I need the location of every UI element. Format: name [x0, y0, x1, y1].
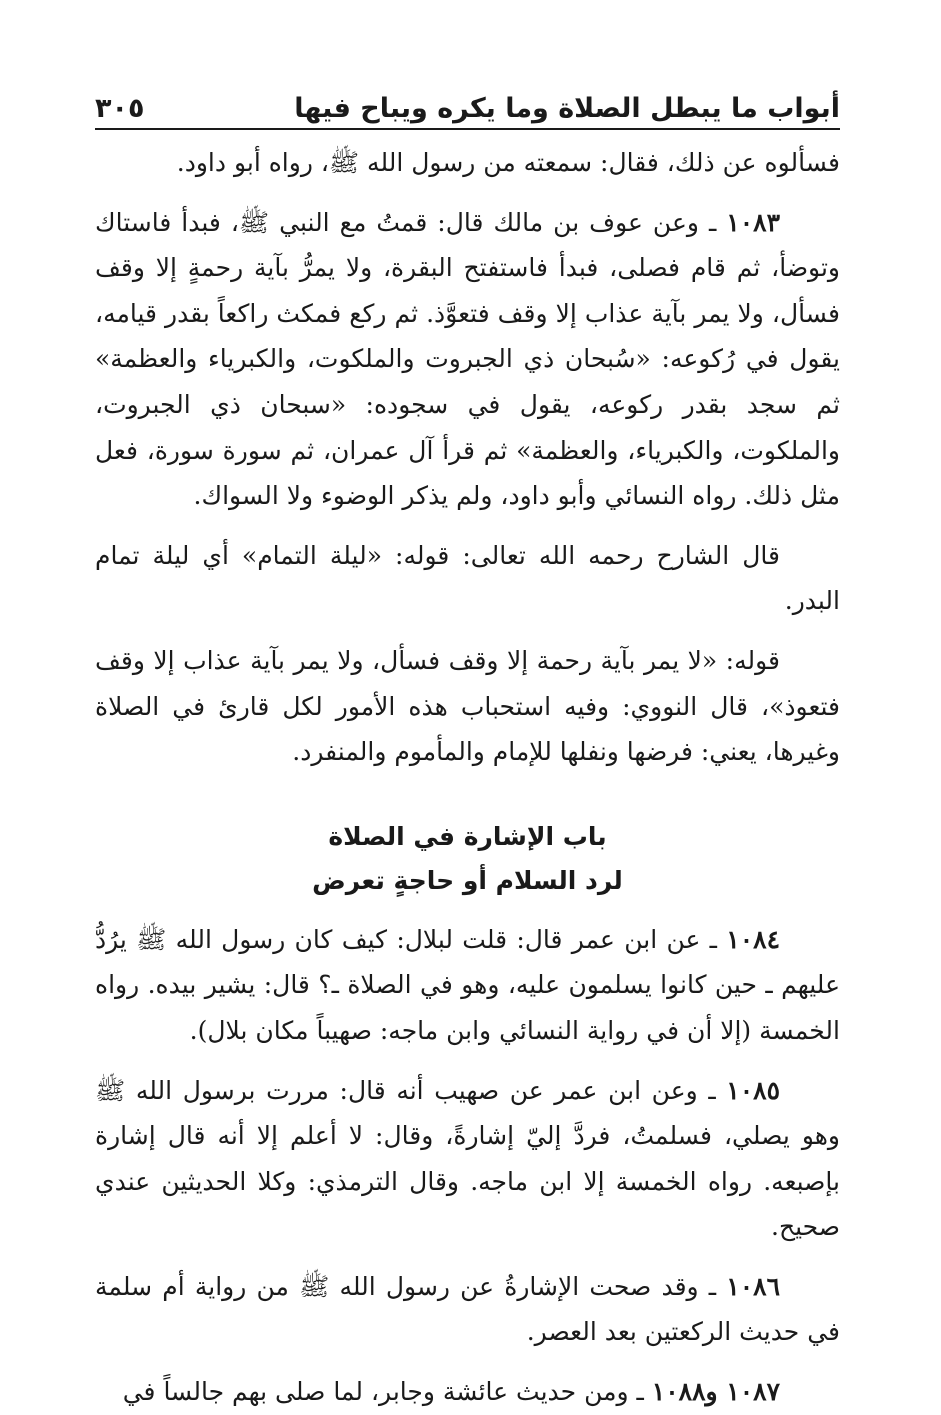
- running-header: [95, 78, 840, 130]
- paragraph-text: قوله: «لا يمر بآية رحمة إلا وقف فسأل، ولا يمر بآية عذاب إلا وقف فتعوذ»، قال النووي: وفيه استحباب هذه الأمور لكل قارئ في الصلاة وغيرها، يعني: فرضها ونفلها للإمام والمأموم والمنفرد.: [95, 645, 840, 767]
- chapter-heading: [95, 815, 840, 903]
- hadith-paragraph-1084: [95, 917, 840, 1054]
- continued-paragraph: [95, 140, 840, 186]
- hadith-number: ١٠٨٦: [726, 1271, 780, 1301]
- hadith-paragraph-1083: [95, 200, 840, 519]
- commentary-paragraph-2: [95, 638, 840, 775]
- chapter-heading-line-1: باب الإشارة في الصلاة: [328, 821, 607, 851]
- paragraph-text: ـ عن ابن عمر قال: قلت لبلال: كيف كان رسول الله ﷺ يرُدُّ عليهم ـ حين كانوا يسلمون عليه، وهو في الصلاة ـ؟ قال: يشير بيده. رواه الخمسة (إلا أن في رواية النسائي وابن ماجه: صهيباً مكان بلال).: [95, 924, 840, 1045]
- hadith-number: ١٠٨٤: [726, 924, 780, 954]
- hadith-number: ١٠٨٥: [726, 1075, 780, 1105]
- commentary-paragraph-1: [95, 533, 840, 624]
- hadith-number: ١٠٨٧ و١٠٨٨: [651, 1377, 780, 1407]
- book-page: [95, 78, 840, 1415]
- page-body: [95, 140, 840, 1415]
- hadith-paragraph-1087: [95, 1369, 840, 1415]
- paragraph-text: ـ ومن حديث عائشة وجابر، لما صلى بهم جالساً في: [122, 1377, 652, 1407]
- paragraph-text: قال الشارح رحمه الله تعالى: قوله: «ليلة التمام» أي ليلة تمام البدر.: [95, 540, 840, 616]
- paragraph-text: ـ وعن ابن عمر عن صهيب أنه قال: مررت برسول الله ﷺ وهو يصلي، فسلمتُ، فردَّ إليّ إشارةً، وقال: لا أعلم إلا أنه قال إشارة بإصبعه. رواه الخمسة إلا ابن ماجه. وقال الترمذي: وكلا الحديثين عندي صحيح.: [95, 1075, 840, 1242]
- paragraph-text: ـ وعن عوف بن مالك قال: قمتُ مع النبي ﷺ، فبدأ فاستاك وتوضأ، ثم قام فصلى، فبدأ فاستفتح البقرة، ولا يمرُّ بآية رحمةٍ إلا وقف فسأل، ولا يمر بآية عذاب إلا وقف فتعوَّذ. ثم ركع فمكث راكعاً بقدر قيامه، يقول في رُكوعه: «سُبحان ذي الجبروت والملكوت، والكبرياء والعظمة» ثم سجد بقدر ركوعه، يقول في سجوده: «سبحان ذي الجبروت، والملكوت، والكبرياء، والعظمة» ثم قرأ آل عمران، ثم سورة سورة، فعل مثل ذلك. رواه النسائي وأبو داود، ولم يذكر الوضوء ولا السواك.: [95, 207, 840, 511]
- running-title: أبواب ما يبطل الصلاة وما يكره ويباح فيها: [294, 93, 840, 124]
- paragraph-text: ـ وقد صحت الإشارةُ عن رسول الله ﷺ من رواية أم سلمة في حديث الركعتين بعد العصر.: [95, 1271, 840, 1347]
- hadith-paragraph-1086: [95, 1264, 840, 1355]
- hadith-number: ١٠٨٣: [726, 207, 780, 237]
- paragraph-text: فسألوه عن ذلك، فقال: سمعته من رسول الله ﷺ، رواه أبو داود.: [176, 148, 840, 177]
- page-number: ٣٠٥: [95, 93, 145, 124]
- chapter-heading-line-2: لرد السلام أو حاجةٍ تعرض: [312, 865, 623, 895]
- hadith-paragraph-1085: [95, 1068, 840, 1250]
